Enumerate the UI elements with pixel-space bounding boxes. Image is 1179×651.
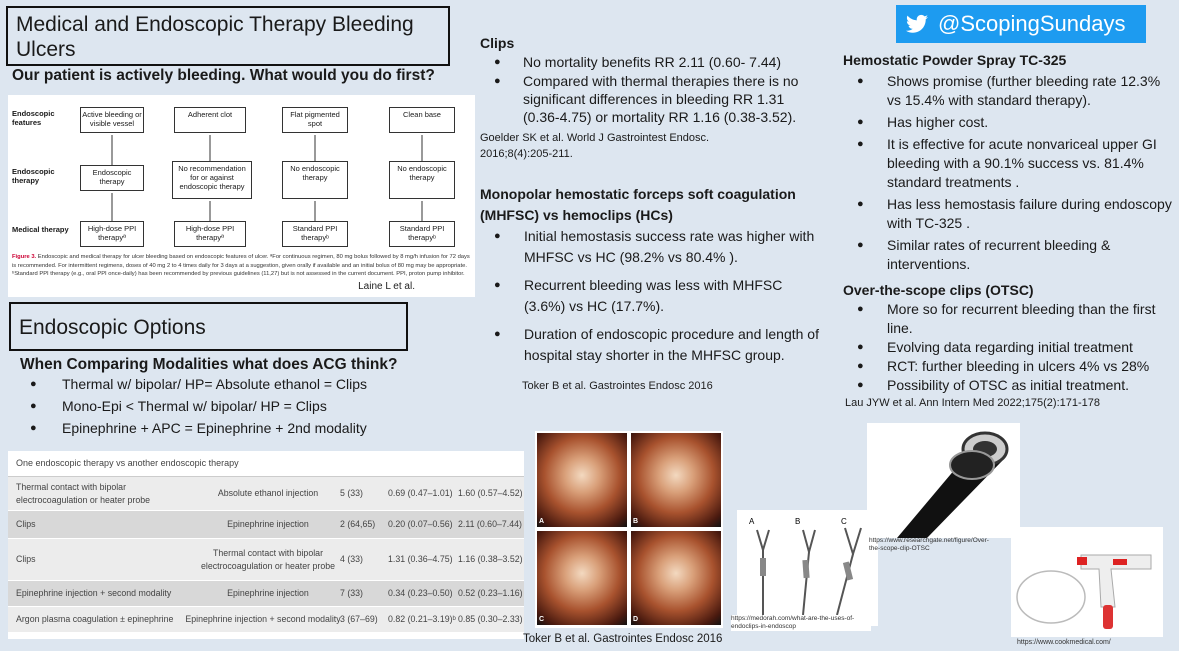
endoscopy-image-a (537, 433, 627, 527)
image-label: C (539, 616, 545, 623)
clip-label-b: B (795, 517, 801, 526)
flow-medical-2: High-dose PPI therapyª (174, 221, 246, 247)
list-item: ● Evolving data regarding initial treatment (843, 338, 1173, 357)
endoscopy-image-d (631, 531, 721, 625)
endoclips-image (737, 510, 878, 626)
monopolar-heading: Monopolar hemostatic forceps soft coagulation (MHFSC) vs hemoclips (HCs) (480, 186, 796, 223)
figure-caption-text: Endoscopic and medical therapy for ulcer bleeding based on endoscopic features of ulcer. ªFor continuous regimen, 80 mg bolus followed by 8 mg/h infusion for 72 days is recommended. For intermittent regimens, doses of 40 mg 2 to 4 times daily for 3 days at a suggestion, given orally if available and an initial bolus of 80 mg may be appropriate. ᵇStandard PPI therapy (e.g., oral PPI once-daily) has been recommended by previous guidelines (11,27) but is not assessed in the current document. PPI, proton pump inhibitor. (12, 254, 470, 277)
endoclips-url[interactable]: https://medorah.com/what-are-the-uses-of-endoclips-in-endoscop (731, 615, 871, 631)
table-cell: Epinephrine injection + second modality (185, 614, 341, 624)
table-cell: Argon plasma coagulation ± epinephrine (16, 614, 174, 624)
list-item: ● No mortality benefits RR 2.11 (0.60- 7.44) (480, 53, 820, 71)
table-cell: 2.11 (0.60–7.44) (458, 519, 522, 529)
table-cell: Clips (16, 554, 36, 564)
flow-medical-4: Standard PPI therapyᵇ (389, 221, 455, 247)
table-cell: 0.82 (0.21–3.19)ᵇ (388, 614, 456, 624)
list-item: ● Has less hemostasis failure during endoscopy with TC-325 . (843, 195, 1173, 233)
list-item: ● It is effective for acute nonvariceal upper GI bleeding with a 90.1% success vs. 81.4% standard treatments . (843, 135, 1173, 192)
table-row (8, 511, 524, 539)
flow-medical-3: Standard PPI therapyᵇ (282, 221, 348, 247)
otsc-device-illustration (867, 423, 1020, 538)
image-label: A (539, 518, 545, 525)
clips-heading: Clips (480, 35, 515, 51)
flow-connectors (8, 95, 475, 255)
page-title: Medical and Endoscopic Therapy Bleeding Ulcers (6, 6, 450, 66)
twitter-banner[interactable] (896, 5, 1146, 43)
hemostatic-powder-list (843, 72, 1173, 277)
otsc-image (867, 423, 1020, 538)
monopolar-reference: Toker B et al. Gastrointes Endosc 2016 (522, 380, 713, 392)
flow-feature-1: Active bleeding or visible vessel (80, 107, 144, 133)
flow-therapy-2: No recommendation for or against endoscopic therapy (172, 161, 252, 199)
figure-caption-label: Figure 3. (12, 254, 37, 260)
otsc-reference: Lau JYW et al. Ann Intern Med 2022;175(2):171-178 (845, 397, 1100, 409)
table-row (8, 477, 524, 511)
table-cell: Epinephrine injection (227, 588, 309, 598)
clips-reference: Goelder SK et al. World J Gastrointest Endosc. 2016;8(4):205-211. (480, 132, 710, 160)
table-cell: Clips (16, 519, 36, 529)
monopolar-list (480, 226, 825, 373)
endoscopy-citation: Toker B et al. Gastrointes Endosc 2016 (523, 633, 723, 645)
table-cell: 0.34 (0.23–0.50) (388, 588, 453, 598)
otsc-heading: Over-the-scope clips (OTSC) (843, 282, 1034, 298)
table-cell: Epinephrine injection (227, 519, 309, 529)
list-item: ● Recurrent bleeding was less with MHFSC (3.6%) vs HC (17.7%). (480, 275, 825, 317)
list-item: ● More so for recurrent bleeding than the first line. (843, 300, 1173, 338)
flow-therapy-1: Endoscopic therapy (80, 165, 144, 191)
table-cell: 1.31 (0.36–4.75) (388, 554, 453, 564)
table-cell: 5 (33) (340, 488, 363, 498)
hemostatic-powder-heading: Hemostatic Powder Spray TC-325 (843, 52, 1067, 68)
table-cell: Thermal contact with bipolar electrocoagulation or heater probe (201, 547, 335, 571)
powder-device-illustration (1011, 527, 1163, 637)
twitter-bird-icon (906, 14, 928, 34)
figure-caption (12, 253, 470, 279)
table-cell: 7 (33) (340, 588, 363, 598)
image-label: D (633, 616, 639, 623)
acg-question: When Comparing Modalities what does ACG think? (20, 356, 398, 373)
list-item: ● Shows promise (further bleeding rate 12.3% vs 15.4% with standard therapy). (843, 72, 1173, 110)
table-cell: 1.60 (0.57–4.52) (458, 488, 523, 498)
table-cell: 1.16 (0.38–3.52) (458, 554, 523, 564)
table-row (8, 539, 524, 581)
table-row (8, 607, 524, 633)
treatment-flow-figure (8, 95, 475, 297)
figure-citation: Laine L et al. (358, 281, 415, 292)
otsc-list (843, 300, 1173, 395)
table-cell: 0.69 (0.47–1.01) (388, 488, 453, 498)
endoclips-illustration (737, 510, 878, 626)
flow-feature-3: Flat pigmented spot (282, 107, 348, 133)
clips-list (480, 53, 820, 127)
table-cell: Absolute ethanol injection (217, 488, 319, 498)
list-item: ● Thermal w/ bipolar/ HP= Absolute ethanol = Clips (20, 373, 470, 395)
list-item: ● Epinephrine + APC = Epinephrine + 2nd modality (20, 417, 470, 439)
endoscopy-image-c (537, 531, 627, 625)
patient-question: Our patient is actively bleeding. What would you do first? (12, 67, 435, 84)
comparison-table (8, 451, 524, 639)
flow-therapy-3: No endoscopic therapy (282, 161, 348, 199)
flow-therapy-4: No endoscopic therapy (389, 161, 455, 199)
powder-spray-url[interactable]: https://www.cookmedical.com/ (1017, 639, 1111, 646)
table-heading: One endoscopic therapy vs another endoscopic therapy (8, 451, 524, 477)
table-cell: Epinephrine injection + second modality (16, 588, 172, 598)
endoscopic-options-title: Endoscopic Options (9, 302, 408, 351)
list-item: ● Compared with thermal therapies there is no significant differences in bleeding RR 1.31 (0.36-4.75) or mortality RR 1.16 (0.38-3.52). (480, 72, 820, 126)
endoscopy-images (535, 431, 723, 628)
twitter-handle: @ScopingSundays (938, 11, 1126, 36)
flow-feature-2: Adherent clot (174, 107, 246, 133)
flow-medical-1: High-dose PPI therapyª (80, 221, 144, 247)
row-label-features: Endoscopic features (12, 109, 55, 127)
list-item: ● RCT: further bleeding in ulcers 4% vs 28% (843, 357, 1173, 376)
flow-feature-4: Clean base (389, 107, 455, 133)
table-cell: Thermal contact with bipolar electrocoagulation or heater probe (16, 481, 150, 505)
row-label-medical: Medical therapy (12, 225, 69, 234)
list-item: ● Mono-Epi < Thermal w/ bipolar/ HP = Clips (20, 395, 470, 417)
table-cell: 3 (67–69) (340, 614, 378, 624)
table-cell: 0.52 (0.23–1.16) (458, 588, 523, 598)
list-item: ● Duration of endoscopic procedure and length of hospital stay shorter in the MHFSC group. (480, 324, 825, 366)
acg-list (20, 373, 470, 439)
table-cell: 0.20 (0.07–0.56) (388, 519, 453, 529)
list-item: ● Similar rates of recurrent bleeding & interventions. (843, 236, 1173, 274)
list-item: ● Initial hemostasis success rate was higher with MHFSC vs HC (98.2% vs 80.4% ). (480, 226, 825, 268)
table-cell: 4 (33) (340, 554, 363, 564)
table-cell: 2 (64,65) (340, 519, 376, 529)
row-label-therapy: Endoscopic therapy (12, 167, 55, 185)
image-label: B (633, 518, 639, 525)
list-item: ● Has higher cost. (843, 113, 1173, 132)
clip-label-a: A (749, 517, 755, 526)
powder-spray-image (1011, 527, 1163, 637)
table-cell: 0.85 (0.30–2.33) (458, 614, 523, 624)
endoscopy-image-b (631, 433, 721, 527)
clip-label-c: C (841, 517, 847, 526)
list-item: ● Possibility of OTSC as initial treatment. (843, 376, 1173, 395)
table-row (8, 581, 524, 607)
otsc-url[interactable]: https://www.researchgate.net/figure/Over-the-scope-clip-OTSC (869, 537, 989, 552)
